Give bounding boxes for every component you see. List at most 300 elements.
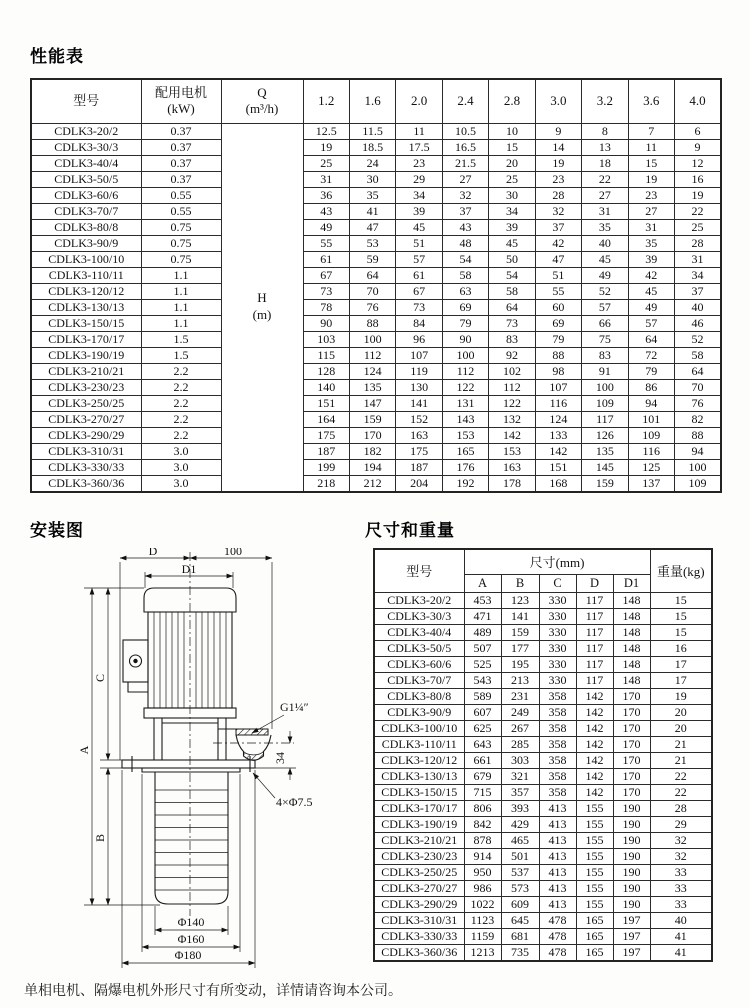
dimension-row: [374, 736, 712, 752]
head-value-cell: 57: [582, 299, 628, 315]
head-value-cell: 6: [675, 123, 722, 139]
power-cell: 3.0: [141, 459, 221, 475]
head-value-cell: 19: [675, 187, 722, 203]
size-cell: 165: [576, 928, 613, 944]
head-value-cell: 84: [396, 315, 442, 331]
size-cell: 142: [576, 768, 613, 784]
head-value-cell: 126: [582, 427, 628, 443]
dimension-row: [374, 800, 712, 816]
power-cell: 0.75: [141, 235, 221, 251]
installation-diagram: [30, 548, 362, 976]
size-cell: 330: [539, 592, 576, 608]
dimension-row: [374, 944, 712, 961]
weight-cell: 19: [650, 688, 712, 704]
dim-c-label: C: [93, 673, 107, 683]
head-value-cell: 73: [489, 315, 535, 331]
size-column-header: C: [539, 574, 576, 592]
dimension-row: [374, 720, 712, 736]
size-cell: 190: [613, 848, 650, 864]
model-cell: CDLK3-230/23: [31, 379, 141, 395]
size-cell: 1022: [464, 896, 501, 912]
size-cell: 117: [576, 672, 613, 688]
head-unit-cell: [221, 123, 303, 492]
head-value-cell: 107: [396, 347, 442, 363]
size-cell: 142: [576, 752, 613, 768]
performance-row: [31, 395, 721, 411]
size-column-header: D1: [613, 574, 650, 592]
size-cell: 190: [613, 880, 650, 896]
weight-column-header: 重量(kg): [650, 549, 712, 592]
size-cell: 478: [539, 912, 576, 928]
head-value-cell: 159: [349, 411, 395, 427]
model-cell: CDLK3-60/6: [374, 656, 464, 672]
head-value-cell: 25: [489, 171, 535, 187]
size-cell: 358: [539, 752, 576, 768]
head-value-cell: 112: [442, 363, 488, 379]
dimension-row: [374, 896, 712, 912]
dimension-row: [374, 640, 712, 656]
flow-value-header: 1.6: [349, 79, 395, 123]
weight-cell: 15: [650, 608, 712, 624]
head-value-cell: 204: [396, 475, 442, 492]
head-value-cell: 19: [303, 139, 349, 155]
model-cell: CDLK3-130/13: [374, 768, 464, 784]
head-value-cell: 22: [582, 171, 628, 187]
model-cell: CDLK3-150/15: [31, 315, 141, 331]
model-cell: CDLK3-50/5: [31, 171, 141, 187]
weight-cell: 33: [650, 880, 712, 896]
head-value-cell: 115: [303, 347, 349, 363]
weight-cell: 20: [650, 720, 712, 736]
head-value-cell: 83: [489, 331, 535, 347]
flow-value-header: 2.0: [396, 79, 442, 123]
head-value-cell: 70: [349, 283, 395, 299]
head-value-cell: 53: [349, 235, 395, 251]
head-value-cell: 28: [675, 235, 722, 251]
head-value-cell: 27: [628, 203, 674, 219]
size-cell: 117: [576, 608, 613, 624]
performance-row: [31, 475, 721, 492]
head-value-cell: 107: [535, 379, 581, 395]
head-value-cell: 212: [349, 475, 395, 492]
head-value-cell: 40: [582, 235, 628, 251]
head-value-cell: 23: [628, 187, 674, 203]
model-cell: CDLK3-170/17: [374, 800, 464, 816]
head-value-cell: 51: [396, 235, 442, 251]
performance-table-body: [31, 123, 721, 492]
head-value-cell: 78: [303, 299, 349, 315]
size-cell: 231: [501, 688, 539, 704]
size-cell: 478: [539, 944, 576, 961]
size-cell: 141: [501, 608, 539, 624]
head-value-cell: 47: [535, 251, 581, 267]
model-cell: CDLK3-70/7: [31, 203, 141, 219]
dimension-row: [374, 704, 712, 720]
power-cell: 0.37: [141, 139, 221, 155]
size-cell: 267: [501, 720, 539, 736]
head-value-cell: 69: [535, 315, 581, 331]
size-cell: 413: [539, 880, 576, 896]
size-cell: 537: [501, 864, 539, 880]
weight-cell: 28: [650, 800, 712, 816]
head-value-cell: 35: [628, 235, 674, 251]
dimensions-header-row1: [374, 549, 712, 574]
size-cell: 986: [464, 880, 501, 896]
head-value-cell: 112: [489, 379, 535, 395]
head-value-cell: 117: [582, 411, 628, 427]
size-cell: 170: [613, 688, 650, 704]
size-cell: 573: [501, 880, 539, 896]
head-value-cell: 192: [442, 475, 488, 492]
head-value-cell: 90: [303, 315, 349, 331]
model-cell: CDLK3-30/3: [374, 608, 464, 624]
dim-a-label: A: [77, 745, 91, 755]
head-value-cell: 194: [349, 459, 395, 475]
power-cell: 2.2: [141, 379, 221, 395]
head-value-cell: 100: [349, 331, 395, 347]
model-cell: CDLK3-190/19: [374, 816, 464, 832]
performance-row: [31, 139, 721, 155]
dia-180-label: Φ180: [174, 948, 202, 962]
dimension-row: [374, 912, 712, 928]
performance-row: [31, 459, 721, 475]
flow-value-header: 3.6: [628, 79, 674, 123]
head-value-cell: 64: [489, 299, 535, 315]
head-value-cell: 187: [396, 459, 442, 475]
size-cell: 155: [576, 864, 613, 880]
model-cell: CDLK3-330/33: [31, 459, 141, 475]
model-cell: CDLK3-20/2: [31, 123, 141, 139]
head-value-cell: 125: [628, 459, 674, 475]
size-cell: 321: [501, 768, 539, 784]
head-value-cell: 218: [303, 475, 349, 492]
head-value-cell: 86: [628, 379, 674, 395]
installation-diagram-title: 安装图: [30, 521, 84, 541]
head-value-cell: 100: [675, 459, 722, 475]
performance-row: [31, 187, 721, 203]
head-value-cell: 35: [582, 219, 628, 235]
head-value-cell: 132: [489, 411, 535, 427]
head-value-cell: 10.5: [442, 123, 488, 139]
size-cell: 489: [464, 624, 501, 640]
head-value-cell: 46: [675, 315, 722, 331]
head-value-cell: 41: [349, 203, 395, 219]
power-cell: 0.37: [141, 171, 221, 187]
head-value-cell: 15: [628, 155, 674, 171]
head-value-cell: 39: [489, 219, 535, 235]
head-value-cell: 175: [396, 443, 442, 459]
size-cell: 358: [539, 784, 576, 800]
size-cell: 393: [501, 800, 539, 816]
head-value-cell: 72: [628, 347, 674, 363]
size-cell: 478: [539, 928, 576, 944]
size-cell: 589: [464, 688, 501, 704]
head-value-cell: 79: [535, 331, 581, 347]
model-cell: CDLK3-100/10: [374, 720, 464, 736]
model-cell: CDLK3-150/15: [374, 784, 464, 800]
size-cell: 413: [539, 896, 576, 912]
head-value-cell: 131: [442, 395, 488, 411]
dimension-row: [374, 688, 712, 704]
dimensions-table-body: [374, 592, 712, 961]
performance-table: [30, 78, 722, 493]
head-value-cell: 176: [442, 459, 488, 475]
flow-header-line1: Q: [257, 85, 267, 100]
head-value-cell: 88: [535, 347, 581, 363]
size-cell: 177: [501, 640, 539, 656]
weight-cell: 21: [650, 752, 712, 768]
head-value-cell: 54: [442, 251, 488, 267]
head-value-cell: 133: [535, 427, 581, 443]
size-cell: 413: [539, 864, 576, 880]
head-value-cell: 45: [489, 235, 535, 251]
weight-cell: 32: [650, 832, 712, 848]
performance-table-title: 性能表: [30, 47, 84, 67]
size-cell: 170: [613, 768, 650, 784]
size-cell: 142: [576, 736, 613, 752]
model-cell: CDLK3-270/27: [31, 411, 141, 427]
dimension-row: [374, 848, 712, 864]
model-cell: CDLK3-310/31: [31, 443, 141, 459]
head-value-cell: 153: [489, 443, 535, 459]
head-value-cell: 31: [675, 251, 722, 267]
bolt-holes-label: 4×Φ7.5: [276, 795, 313, 809]
head-value-cell: 47: [349, 219, 395, 235]
dimension-row: [374, 768, 712, 784]
head-value-cell: 48: [442, 235, 488, 251]
power-cell: 1.5: [141, 331, 221, 347]
size-cell: 806: [464, 800, 501, 816]
head-value-cell: 76: [349, 299, 395, 315]
terminal-box: [123, 640, 148, 692]
model-cell: CDLK3-190/19: [31, 347, 141, 363]
dimension-bottom: [122, 770, 255, 968]
dimension-row: [374, 624, 712, 640]
flow-value-header: 1.2: [303, 79, 349, 123]
weight-cell: 16: [650, 640, 712, 656]
head-value-cell: 164: [303, 411, 349, 427]
size-cell: 249: [501, 704, 539, 720]
size-cell: 148: [613, 656, 650, 672]
head-value-cell: 32: [442, 187, 488, 203]
performance-row: [31, 203, 721, 219]
size-cell: 148: [613, 592, 650, 608]
head-value-cell: 23: [396, 155, 442, 171]
size-cell: 197: [613, 928, 650, 944]
model-cell: CDLK3-210/21: [374, 832, 464, 848]
size-cell: 645: [501, 912, 539, 928]
head-value-cell: 8: [582, 123, 628, 139]
head-value-cell: 45: [396, 219, 442, 235]
weight-cell: 17: [650, 672, 712, 688]
head-value-cell: 79: [628, 363, 674, 379]
model-cell: CDLK3-250/25: [31, 395, 141, 411]
size-cell: 165: [576, 912, 613, 928]
footnote: 单相电机、隔爆电机外形尺寸有所变动，详情请咨询本公司。: [24, 983, 402, 999]
head-value-cell: 83: [582, 347, 628, 363]
head-value-cell: 178: [489, 475, 535, 492]
head-value-cell: 159: [582, 475, 628, 492]
head-value-cell: 91: [582, 363, 628, 379]
head-value-cell: 63: [442, 283, 488, 299]
head-value-cell: 88: [349, 315, 395, 331]
model-cell: CDLK3-50/5: [374, 640, 464, 656]
model-cell: CDLK3-230/23: [374, 848, 464, 864]
model-cell: CDLK3-90/9: [374, 704, 464, 720]
head-value-cell: 96: [396, 331, 442, 347]
head-value-cell: 28: [535, 187, 581, 203]
head-value-cell: 145: [582, 459, 628, 475]
flow-value-header: 3.2: [582, 79, 628, 123]
head-value-cell: 142: [489, 427, 535, 443]
size-cell: 1213: [464, 944, 501, 961]
dim-d1-label: D1: [181, 562, 197, 576]
size-cell: 1123: [464, 912, 501, 928]
head-value-cell: 31: [582, 203, 628, 219]
head-value-cell: 49: [582, 267, 628, 283]
head-value-cell: 70: [675, 379, 722, 395]
size-cell: 197: [613, 912, 650, 928]
head-value-cell: 27: [442, 171, 488, 187]
size-cell: 679: [464, 768, 501, 784]
size-cell: 413: [539, 848, 576, 864]
size-cell: 170: [613, 784, 650, 800]
size-cell: 142: [576, 784, 613, 800]
head-value-cell: 30: [489, 187, 535, 203]
dimension-row: [374, 656, 712, 672]
head-value-cell: 109: [582, 395, 628, 411]
size-cell: 625: [464, 720, 501, 736]
head-value-cell: 39: [396, 203, 442, 219]
head-value-cell: 103: [303, 331, 349, 347]
dimensions-table-title: 尺寸和重量: [365, 521, 455, 541]
head-value-cell: 11.5: [349, 123, 395, 139]
dimension-row: [374, 672, 712, 688]
size-cell: 155: [576, 896, 613, 912]
size-cell: 471: [464, 608, 501, 624]
head-value-cell: 64: [349, 267, 395, 283]
power-cell: 3.0: [141, 475, 221, 492]
size-cell: 195: [501, 656, 539, 672]
head-value-cell: 163: [396, 427, 442, 443]
motor-header-line2: (kW): [167, 101, 195, 117]
size-cell: 358: [539, 704, 576, 720]
head-value-cell: 100: [442, 347, 488, 363]
head-value-cell: 199: [303, 459, 349, 475]
head-value-cell: 19: [628, 171, 674, 187]
head-value-cell: 17.5: [396, 139, 442, 155]
head-value-cell: 54: [489, 267, 535, 283]
head-value-cell: 163: [489, 459, 535, 475]
head-value-cell: 24: [349, 155, 395, 171]
performance-table-header: [31, 79, 721, 123]
size-cell: 123: [501, 592, 539, 608]
size-cell: 525: [464, 656, 501, 672]
head-value-cell: 25: [303, 155, 349, 171]
size-cell: 170: [613, 720, 650, 736]
performance-row: [31, 171, 721, 187]
performance-row: [31, 283, 721, 299]
model-cell: CDLK3-80/8: [31, 219, 141, 235]
size-cell: 950: [464, 864, 501, 880]
model-cell: CDLK3-40/4: [31, 155, 141, 171]
size-cell: 190: [613, 816, 650, 832]
size-cell: 170: [613, 704, 650, 720]
model-cell: CDLK3-90/9: [31, 235, 141, 251]
performance-row: [31, 443, 721, 459]
head-value-cell: 9: [675, 139, 722, 155]
head-value-cell: 90: [442, 331, 488, 347]
performance-row: [31, 219, 721, 235]
head-value-cell: 135: [349, 379, 395, 395]
head-value-cell: 67: [396, 283, 442, 299]
weight-cell: 32: [650, 848, 712, 864]
head-value-cell: 49: [303, 219, 349, 235]
head-value-cell: 50: [489, 251, 535, 267]
head-value-cell: 59: [349, 251, 395, 267]
model-cell: CDLK3-210/21: [31, 363, 141, 379]
size-cell: 213: [501, 672, 539, 688]
size-column-header: B: [501, 574, 539, 592]
thread-label: G1¼″: [280, 700, 309, 714]
flow-header-line2: (m³/h): [245, 101, 279, 117]
head-value-cell: 45: [628, 283, 674, 299]
motor-header-line1: 配用电机: [154, 85, 207, 100]
head-value-cell: 187: [303, 443, 349, 459]
head-value-cell: 30: [349, 171, 395, 187]
head-value-cell: 75: [582, 331, 628, 347]
head-value-cell: 67: [303, 267, 349, 283]
power-cell: 1.1: [141, 299, 221, 315]
size-cell: 661: [464, 752, 501, 768]
power-cell: 0.75: [141, 219, 221, 235]
model-cell: CDLK3-310/31: [374, 912, 464, 928]
head-value-cell: 43: [442, 219, 488, 235]
size-cell: 155: [576, 816, 613, 832]
flow-column-header: [221, 79, 303, 123]
head-value-cell: 58: [442, 267, 488, 283]
head-unit-symbol: H: [257, 290, 267, 306]
head-value-cell: 112: [349, 347, 395, 363]
head-value-cell: 37: [442, 203, 488, 219]
size-cell: 155: [576, 848, 613, 864]
flow-value-header: 3.0: [535, 79, 581, 123]
size-cell: 190: [613, 832, 650, 848]
head-value-cell: 88: [675, 427, 722, 443]
size-cell: 358: [539, 768, 576, 784]
head-value-cell: 20: [489, 155, 535, 171]
head-value-cell: 73: [396, 299, 442, 315]
head-value-cell: 12.5: [303, 123, 349, 139]
performance-header-row: [31, 79, 721, 123]
size-cell: 303: [501, 752, 539, 768]
head-value-cell: 22: [675, 203, 722, 219]
model-cell: CDLK3-110/11: [374, 736, 464, 752]
weight-cell: 33: [650, 864, 712, 880]
head-value-cell: 37: [535, 219, 581, 235]
head-value-cell: 122: [442, 379, 488, 395]
weight-cell: 15: [650, 592, 712, 608]
weight-cell: 15: [650, 624, 712, 640]
size-cell: 507: [464, 640, 501, 656]
head-value-cell: 19: [535, 155, 581, 171]
power-cell: 2.2: [141, 411, 221, 427]
head-value-cell: 64: [628, 331, 674, 347]
size-cell: 117: [576, 640, 613, 656]
size-cell: 358: [539, 736, 576, 752]
size-cell: 142: [576, 704, 613, 720]
size-cell: 643: [464, 736, 501, 752]
